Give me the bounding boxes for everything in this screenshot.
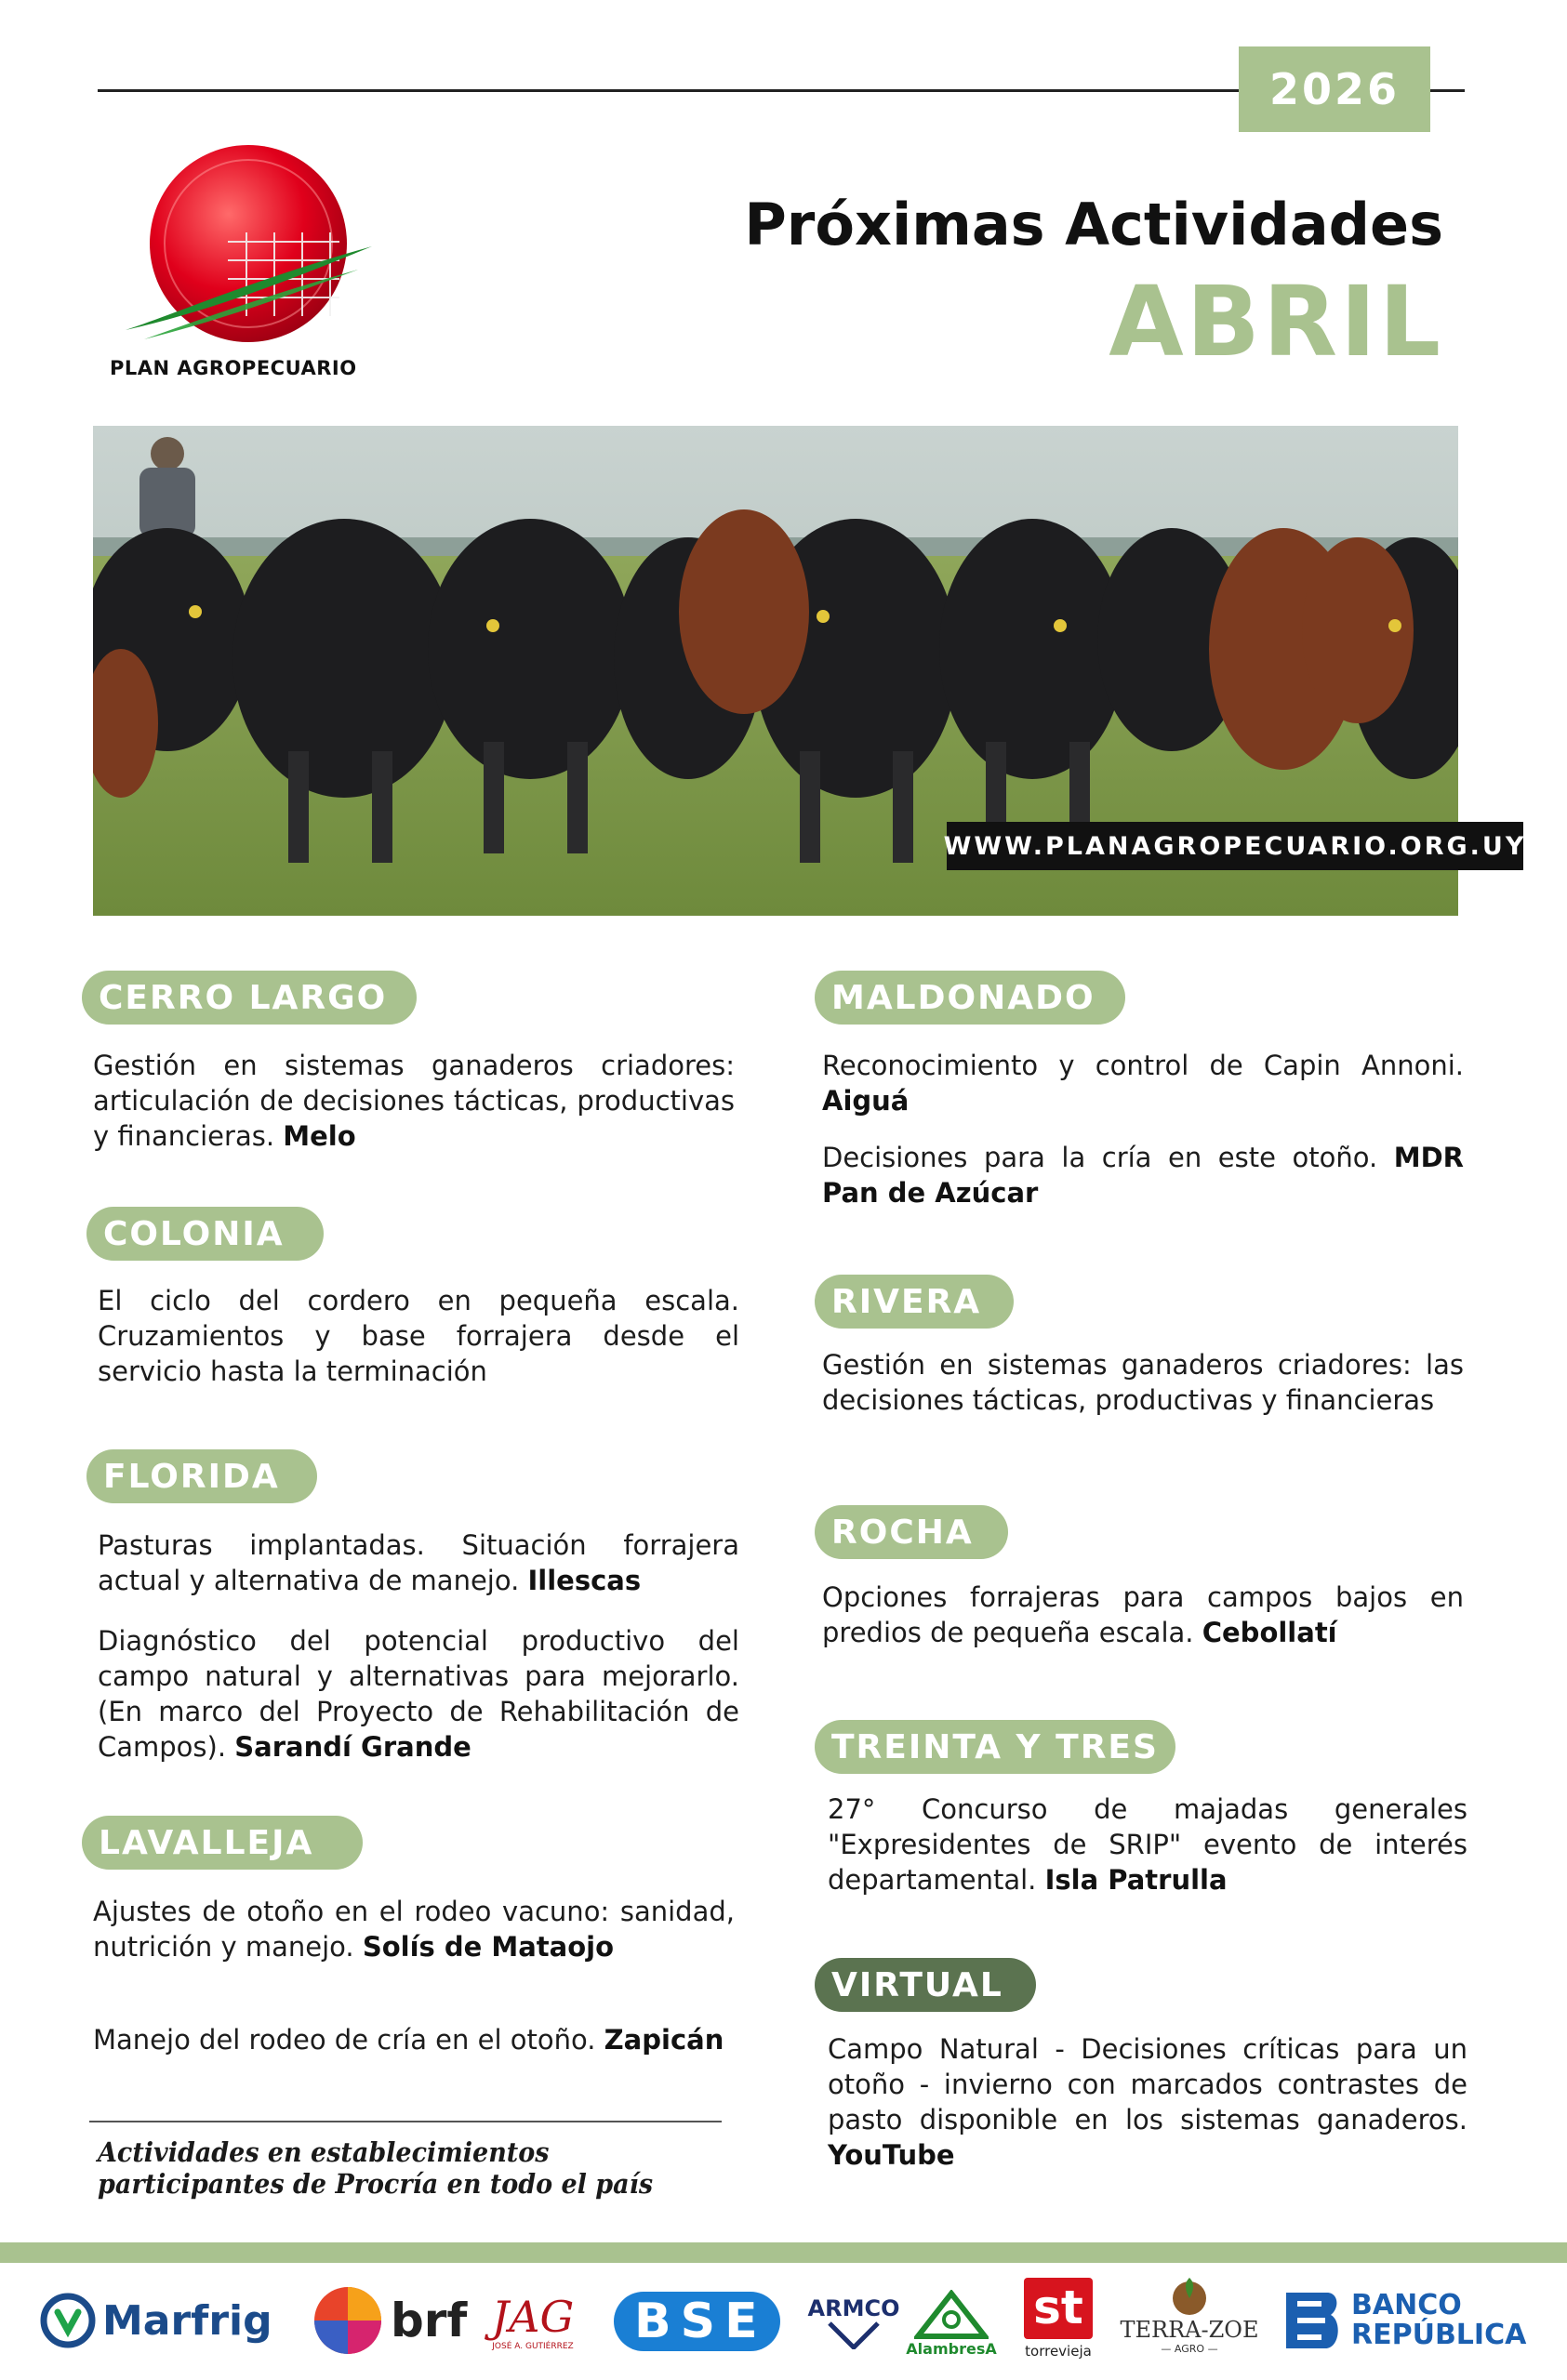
alambresa-wordmark: AlambresA bbox=[906, 2339, 997, 2358]
sponsor-bse bbox=[614, 2289, 780, 2354]
marfrig-wordmark: Marfrig bbox=[102, 2296, 272, 2345]
brf-wordmark: brf bbox=[391, 2294, 468, 2347]
section-title-treinta-y-tres: TREINTA Y TRES bbox=[815, 1720, 1175, 1774]
torrevieja-wordmark: torrevieja bbox=[1025, 2343, 1092, 2360]
sponsor-armco bbox=[802, 2287, 906, 2358]
section-title-maldonado: MALDONADO bbox=[815, 971, 1125, 1025]
activity-virtual-1: Campo Natural - Decisiones críticas para un otoño - invierno con marcados contrastes de pasto disponible en los sistemas ganaderos. YouTube bbox=[828, 2033, 1467, 2171]
website-url: WWW.PLANAGROPECUARIO.ORG.UY bbox=[947, 822, 1523, 870]
note-divider bbox=[89, 2121, 722, 2122]
bse-wordmark: BSE bbox=[614, 2292, 780, 2351]
banco-word: BANCO bbox=[1351, 2289, 1462, 2321]
republica-word: REPÚBLICA bbox=[1351, 2319, 1527, 2351]
banco-republica-wordmark bbox=[1351, 2291, 1526, 2350]
activity-rocha-1: Opciones forrajeras para campos bajos en predios de pequeña escala. Cebollatí bbox=[822, 1581, 1464, 1648]
footer-band bbox=[0, 2242, 1567, 2263]
sponsor-brf bbox=[311, 2282, 467, 2359]
gutierrez-name: JOSÉ A. GUTIÉRREZ bbox=[492, 2342, 574, 2351]
activity-rivera-1: Gestión en sistemas ganaderos criadores: las decisiones tácticas, productivas y financieras bbox=[822, 1349, 1464, 1416]
section-title-lavalleja: LAVALLEJA bbox=[82, 1816, 363, 1870]
activity-colonia-1: El ciclo del cordero en pequeña escala. Cruzamientos y base forrajera desde el servicio hasta la terminación bbox=[98, 1285, 739, 1387]
activity-place: Sarandí Grande bbox=[234, 1731, 471, 1763]
sponsor-terra-zoe bbox=[1114, 2276, 1265, 2365]
sponsor-torrevieja bbox=[1019, 2278, 1097, 2367]
sponsor-alambresa bbox=[895, 2285, 1008, 2361]
section-title-rocha: ROCHA bbox=[815, 1505, 1008, 1559]
section-title-virtual: VIRTUAL bbox=[815, 1958, 1036, 2012]
logo-wordmark: PLAN AGROPECUARIO bbox=[110, 357, 357, 379]
activity-cerro-largo-1: Gestión en sistemas ganaderos criadores: articulación de decisiones tácticas, productivas y financieras. Melo bbox=[93, 1050, 735, 1152]
activity-place: Zapicán bbox=[604, 2024, 724, 2056]
activity-florida-2: Diagnóstico del potencial productivo del campo natural y alternativas para mejorarlo. (En marco del Proyecto de Rehabilitación de Campos). Sarandí Grande bbox=[98, 1625, 739, 1763]
section-title-cerro-largo: CERRO LARGO bbox=[82, 971, 417, 1025]
sponsor-jose-gutierrez bbox=[484, 2282, 582, 2360]
activity-treinta-y-tres-1: 27° Concurso de majadas generales "Expresidentes de SRIP" evento de interés departamental. Isla Patrulla bbox=[828, 1793, 1467, 1896]
alambresa-icon bbox=[914, 2290, 989, 2340]
procria-note: Actividades en establecimientos participantes de Procría en todo el país bbox=[98, 2136, 654, 2200]
gutierrez-mark: JAG bbox=[491, 2292, 575, 2342]
section-title-florida: FLORIDA bbox=[86, 1449, 317, 1503]
activity-place: Melo bbox=[283, 1120, 356, 1152]
month-title: ABRIL bbox=[1109, 265, 1443, 378]
activity-place: Illescas bbox=[527, 1565, 642, 1596]
torrevieja-mark: st bbox=[1024, 2278, 1093, 2339]
activity-maldonado-2: Decisiones para la cría en este otoño. MDR Pan de Azúcar bbox=[822, 1142, 1465, 1209]
activity-lavalleja-2: Manejo del rodeo de cría en el otoño. Zapicán bbox=[93, 2024, 724, 2056]
armco-chevron-icon bbox=[826, 2321, 882, 2349]
activity-place: Solís de Mataojo bbox=[362, 1931, 615, 1963]
terra-zoe-wordmark: TERRA-ZOE bbox=[1120, 2317, 1259, 2343]
activity-place: YouTube bbox=[828, 2139, 955, 2171]
armco-wordmark: ARMCO bbox=[807, 2295, 900, 2321]
sponsor-marfrig bbox=[37, 2285, 272, 2356]
activity-lavalleja-1: Ajustes de otoño en el rodeo vacuno: sanidad, nutrición y manejo. Solís de Mataojo bbox=[93, 1896, 735, 1963]
plan-agropecuario-logo-icon bbox=[107, 139, 386, 381]
activity-place: Cebollatí bbox=[1202, 1617, 1337, 1648]
activity-place: Aiguá bbox=[822, 1085, 910, 1117]
section-title-rivera: RIVERA bbox=[815, 1275, 1014, 1329]
year-badge: 2026 bbox=[1239, 46, 1430, 132]
page-title: Próximas Actividades bbox=[744, 191, 1443, 258]
section-title-colonia: COLONIA bbox=[86, 1207, 324, 1261]
activity-florida-1: Pasturas implantadas. Situación forrajera actual y alternativa de manejo. Illescas bbox=[98, 1529, 739, 1596]
terra-zoe-sub: — AGRO — bbox=[1161, 2343, 1218, 2355]
brf-icon bbox=[311, 2283, 385, 2358]
sponsor-banco-republica bbox=[1279, 2285, 1526, 2356]
terra-zoe-icon bbox=[1163, 2276, 1215, 2317]
activity-maldonado-1: Reconocimiento y control de Capin Annoni. Aiguá bbox=[822, 1050, 1464, 1117]
marfrig-icon bbox=[37, 2290, 99, 2351]
activity-place: Isla Patrulla bbox=[1044, 1864, 1228, 1896]
activity-place: MDR Pan de Azúcar bbox=[822, 1142, 1465, 1209]
banco-republica-icon bbox=[1279, 2287, 1346, 2354]
